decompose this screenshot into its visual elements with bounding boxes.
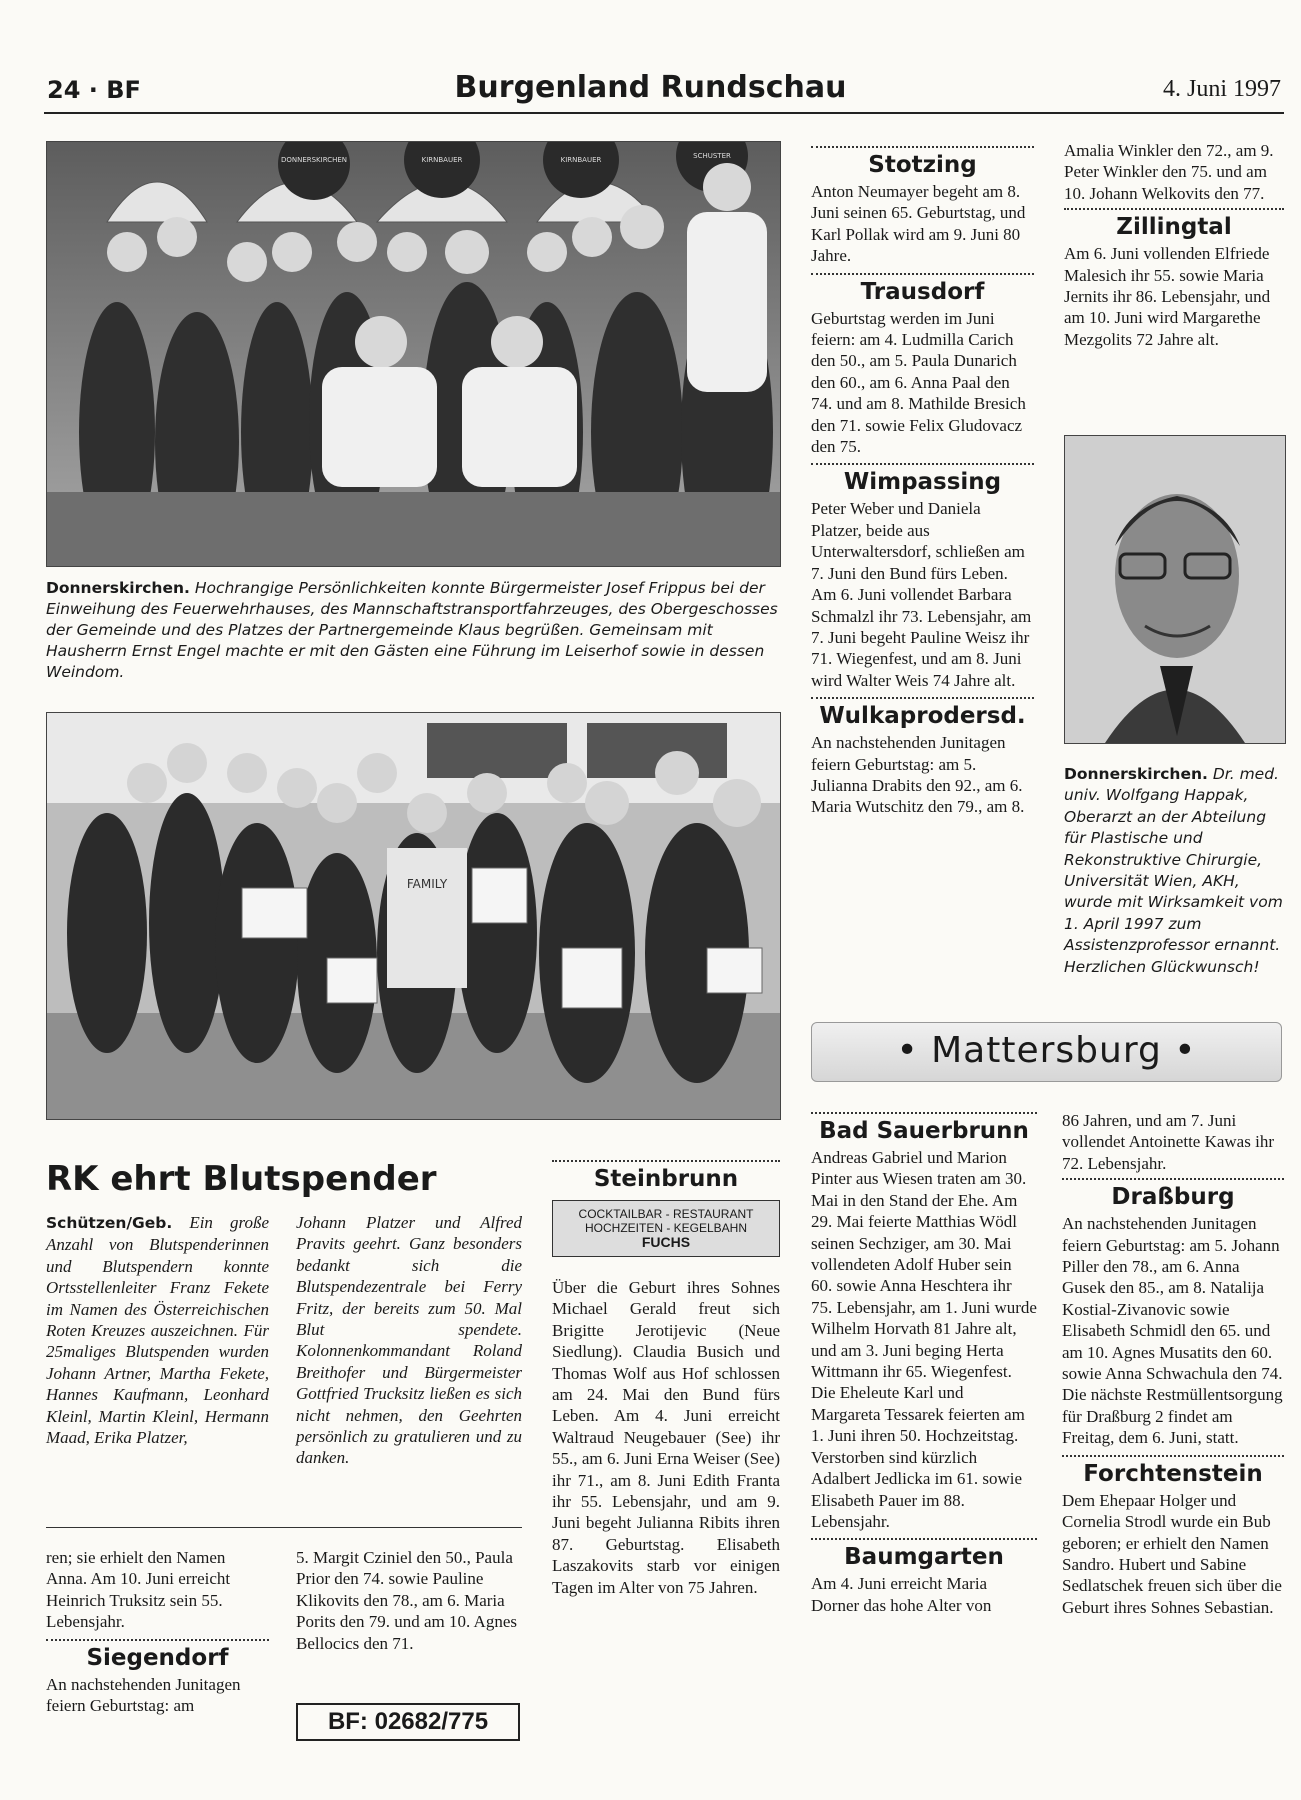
section-divider bbox=[811, 697, 1034, 699]
blood-donors-photo-illustration bbox=[47, 713, 780, 1119]
photo-caption-donnerskirchen bbox=[46, 578, 780, 683]
article-rk-col2: Johann Platzer und Alfred Pravits geehrt. Ganz besonders bedankt sich die Blutspendezentrale bei Ferry Fritz, der bereits zum 50. Mal Blut spendete. Kolonnenkommandant Roland Breithofer und Bürgermeister Gottfried Trucksitz ließen es sich nicht nehmen, den Geehrten persönlich zu gratulieren und zu danken. bbox=[296, 1213, 522, 1468]
group-photo-illustration bbox=[47, 142, 780, 566]
article-drassburg-2: Die nächste Restmüllentsorgung für Draßburg 2 findet am Freitag, dem 6. Juni, statt. bbox=[1062, 1385, 1283, 1448]
article-siegendorf-continuation: 5. Margit Cziniel den 50., Paula Prior den 74. sowie Pauline Klikovits den 78., am 6. Maria Porits den 79. und am 10. Agnes Bellocics den 71. bbox=[296, 1548, 517, 1653]
section-title-wimpassing: Wimpassing bbox=[843, 469, 1002, 496]
plaque-label: SCHUSTER bbox=[693, 152, 731, 160]
page-number: 24 · BF bbox=[47, 76, 141, 104]
article-siegendorf: An nachstehenden Junitagen feiern Geburtstag: am bbox=[46, 1674, 241, 1716]
caption-place: Donnerskirchen. bbox=[46, 579, 190, 597]
section-divider bbox=[811, 273, 1034, 275]
column-bad-sauerbrunn bbox=[811, 1112, 1037, 1616]
lower-column-2 bbox=[296, 1547, 522, 1654]
column-6 bbox=[1062, 1110, 1284, 1618]
article-rk-col1 bbox=[46, 1212, 269, 1448]
ad-line: COCKTAILBAR - RESTAURANT bbox=[578, 1207, 754, 1221]
section-divider bbox=[811, 1538, 1037, 1540]
section-title-zillingtal: Zillingtal bbox=[1116, 214, 1232, 241]
column-3 bbox=[811, 146, 1034, 818]
article-trausdorf: Geburtstag werden im Juni feiern: am 4. Ludmilla Carich den 50., am 5. Paula Dunarich den 60., am 6. Anna Paal den 74. und am 8. Mathilde Bresich den 71. sowie Felix Gludovacz den 75. bbox=[811, 308, 1026, 457]
portrait-caption bbox=[1064, 764, 1286, 978]
ad-name: FUCHS bbox=[641, 1234, 691, 1250]
article-schuetzen-continuation: ren; sie erhielt den Namen Anna. Am 10. Juni erreicht Heinrich Truksitz sein 55. Lebensjahr. bbox=[46, 1548, 231, 1632]
section-title-wulkaprodersdorf: Wulkaprodersd. bbox=[819, 703, 1026, 730]
section-title-bad-sauerbrunn: Bad Sauerbrunn bbox=[819, 1118, 1029, 1144]
section-divider bbox=[1064, 208, 1284, 210]
article-wulkaprodersdorf: An nachstehenden Junitagen feiern Geburtstag: am 5. Julianna Drabits den 92., am 6. Maria Wutschitz den 79., am 8. bbox=[811, 733, 1025, 817]
rk-place: Schützen/Geb. bbox=[46, 1214, 173, 1232]
rk-bottom-rule bbox=[46, 1527, 522, 1528]
section-title-steinbrunn: Steinbrunn bbox=[593, 1166, 739, 1192]
section-title-trausdorf: Trausdorf bbox=[860, 278, 985, 305]
ad-line: HOCHZEITEN - KEGELBAHN bbox=[584, 1221, 748, 1235]
article-continuation: Amalia Winkler den 72., am 9. Peter Winkler den 75. und am 10. Johann Welkovits den 77. bbox=[1064, 141, 1274, 203]
article-bad-sauerbrunn: Andreas Gabriel und Marion Pinter aus Wiesen traten am 30. Mai in den Stand der Ehe. Am 29. Mai feierte Matthias Wödl seinen Sechziger, am 30. Mai vollendeten Adolf Huber sein 60. sowie Anna Heschtera ihr 75. Lebensjahr, am 1. Juni wurde Wilhelm Horvath 81 Jahre alt, und am 3. Juni beging Herta Wittmann ihr 65. Wiegenfest. Die Eheleute Karl und Margareta Tessarek feierten am 1. Juni ihren 50. Hochzeitstag. Verstorben sind kürzlich Adalbert Jedlicka im 61. sowie Elisabeth Pauer im 88. Lebensjahr. bbox=[811, 1148, 1037, 1531]
section-divider bbox=[552, 1160, 780, 1162]
section-divider bbox=[811, 1112, 1037, 1114]
rk-text-1: Ein große Anzahl von Blutspenderinnen und Blutspendern konnte Ortsstellenleiter Franz Fekete im Namen des Österreichischen Roten Kreuzes auszeichnen. Für 25maliges Blutspenden wurden Johann Artner, Martha Fekete, Hannes Kaufmann, Leonhard Kleinl, Martin Kleinl, Hermann Maad, Erika Platzer, bbox=[46, 1213, 270, 1448]
plaque-label: KIRNBAUER bbox=[421, 156, 463, 164]
article-stotzing: Anton Neumayer begeht am 8. Juni seinen 65. Geburtstag, und Karl Pollak wird am 9. Juni 80 Jahre. bbox=[811, 182, 1026, 266]
plaque-label: KIRNBAUER bbox=[560, 156, 602, 164]
plaque-label: DONNERSKIRCHEN bbox=[280, 156, 348, 164]
column-steinbrunn bbox=[552, 1160, 780, 1598]
article-wimpassing-1: Peter Weber und Daniela Platzer, beide aus Unterwaltersdorf, schließen am 7. Juni den Bund fürs Leben. bbox=[811, 499, 1025, 583]
photo-blood-donors bbox=[46, 712, 781, 1120]
article-forchtenstein: Dem Ehepaar Holger und Cornelia Strodl wurde ein Bub geboren; er erhielt den Namen Sandro. Hubert und Sabine Sedlatschek freuen sich über die Geburt ihres Sohnes Sebastian. bbox=[1062, 1490, 1282, 1617]
caption-text: Hochrangige Persönlichkeiten konnte Bürgermeister Josef Frippus bei der Einweihung des Feuerwehrhauses, des Mannschaftstransportfahrzeuges, des Obergeschosses der Gemeinde und des Platzes der Partnergemeinde Klaus begrüßen. Gemeinsam mit Hausherrn Ernst Engel machte er mit den Gästen eine Führung im Leiserhof sowie in dessen Weindom. bbox=[46, 579, 778, 681]
ad-fuchs bbox=[552, 1200, 780, 1257]
article-zillingtal: Am 6. Juni vollenden Elfriede Malesich ihr 55. sowie Maria Jernits ihr 86. Lebensjahr, und am 10. Juni wird Margarethe Mezgolits 72 Jahre alt. bbox=[1064, 244, 1271, 349]
newspaper-title: Burgenland Rundschau bbox=[454, 70, 847, 105]
portrait-photo bbox=[1064, 435, 1286, 744]
region-banner-mattersburg: • Mattersburg • bbox=[811, 1022, 1282, 1082]
section-divider bbox=[1062, 1178, 1284, 1180]
headline-rk: RK ehrt Blutspender bbox=[46, 1159, 437, 1199]
section-title-baumgarten: Baumgarten bbox=[844, 1544, 1004, 1571]
portrait-illustration bbox=[1065, 436, 1285, 743]
article-drassburg-1: An nachstehenden Junitagen feiern Geburtstag: am 5. Johann Piller den 78., am 6. Anna Gusek den 85., am 8. Natalija Kostial-Zivanovic sowie Elisabeth Schmidl den 65. und am 10. Agnes Musatits den 60. sowie Anna Schwachula den 74. bbox=[1062, 1214, 1283, 1384]
section-divider bbox=[811, 146, 1034, 148]
section-title-stotzing: Stotzing bbox=[868, 152, 977, 178]
photo-group-donnerskirchen bbox=[46, 141, 781, 567]
column-4 bbox=[1064, 140, 1284, 350]
section-title-siegendorf: Siegendorf bbox=[86, 1644, 229, 1671]
phone-box: BF: 02682/775 bbox=[296, 1703, 520, 1741]
header-rule bbox=[44, 112, 1284, 114]
article-baumgarten-continuation: 86 Jahren, und am 7. Juni vollendet Antoinette Kawas ihr 72. Lebensjahr. bbox=[1062, 1111, 1274, 1173]
article-baumgarten: Am 4. Juni erreicht Maria Dorner das hohe Alter von bbox=[811, 1574, 992, 1615]
section-divider bbox=[46, 1639, 269, 1641]
article-wimpassing-2: Am 6. Juni vollendet Barbara Schmalzl ihr 73. Lebensjahr, am 7. Juni begeht Pauline Weisz ihr 71. Wiegenfest, und am 8. Juni wird Walter Weis 74 Jahre alt. bbox=[811, 585, 1032, 690]
section-title-drassburg: Draßburg bbox=[1111, 1184, 1235, 1211]
lower-column-1 bbox=[46, 1547, 269, 1716]
article-steinbrunn: Über die Geburt ihres Sohnes Michael Gerald freut sich Brigitte Jerotijevic (Neue Siedlung). Claudia Busich und Thomas Wolf aus Hof schlossen am 24. Mai den Bund fürs Leben. Am 4. Juni erreicht Waltraud Neugebauer (See) ihr 55., am 6. Juni Erna Weiser (See) ihr 71., am 8. Juni Edith Franta ihr 55. Lebensjahr, und am 9. Juni begeht Julianna Ribits ihren 87. Geburtstag. Elisabeth Laszakovits starb vor einigen Tagen im Alter von 75 Jahren. bbox=[552, 1278, 780, 1597]
section-divider bbox=[1062, 1455, 1284, 1457]
issue-date: 4. Juni 1997 bbox=[1162, 76, 1281, 102]
section-divider bbox=[811, 463, 1034, 465]
section-title-forchtenstein: Forchtenstein bbox=[1083, 1460, 1263, 1487]
caption-text: Dr. med. univ. Wolfgang Happak, Oberarzt an der Abteilung für Plastische und Rekonstruktive Chirurgie, Universität Wien, AKH, wurde mit Wirksamkeit vom 1. April 1997 zum Assistenzprofessor ernannt. Herzlichen Glückwunsch! bbox=[1064, 765, 1283, 976]
shirt-text: FAMILY bbox=[406, 877, 448, 891]
caption-place: Donnerskirchen. bbox=[1064, 765, 1208, 783]
